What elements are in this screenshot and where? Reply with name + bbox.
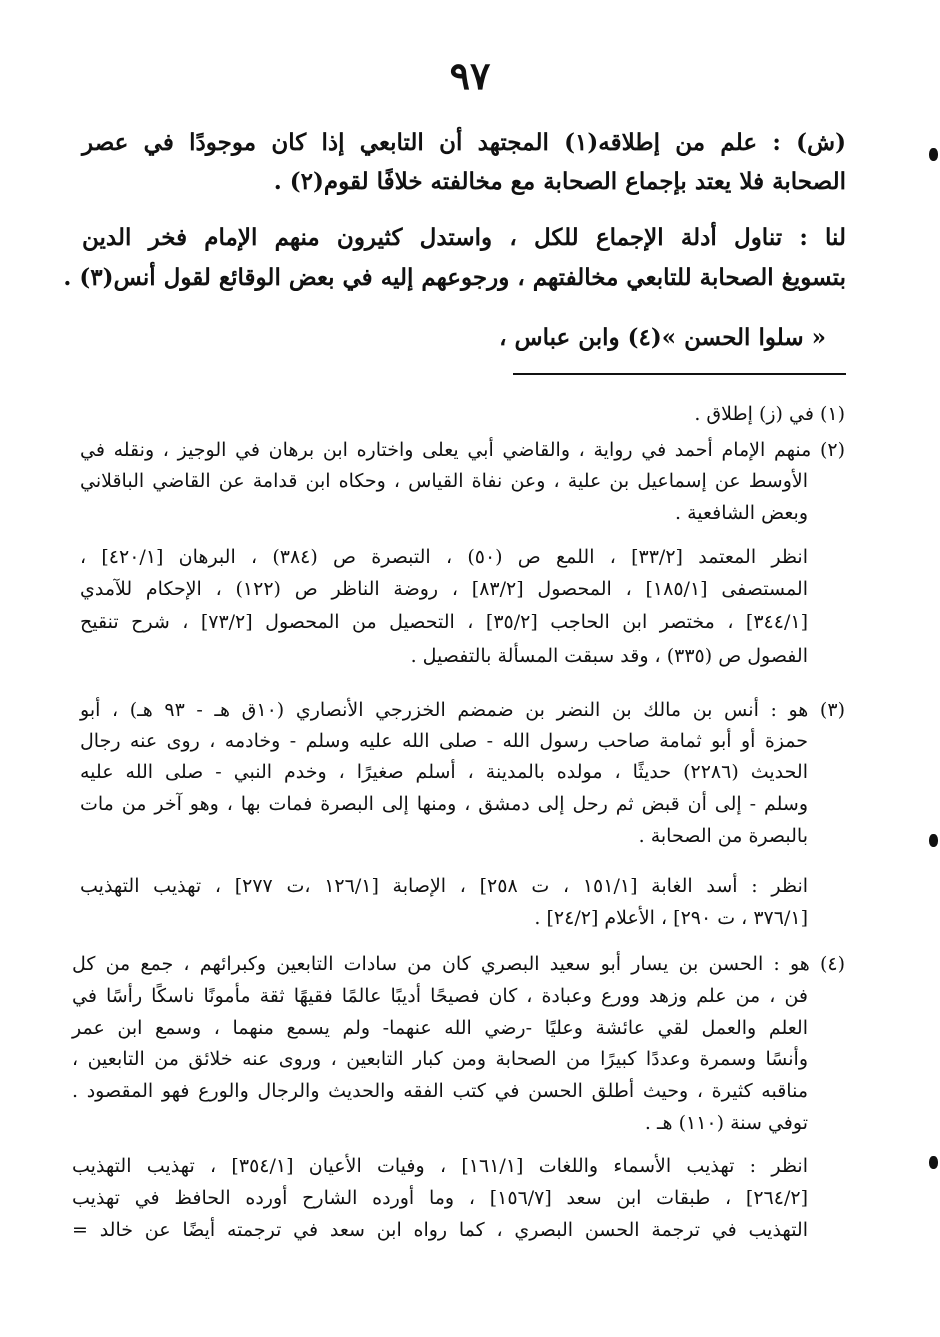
main-text-line: بتسويغ الصحابة للتابعي مخالفتهم ، ورجوعهم إليه في بعض الوقائع لقول أنس(٣) .: [63, 264, 846, 291]
main-text-line: (ش) : علم من إطلاقه(١) المجتهد أن التابعي إذا كان موجودًا في عصر: [82, 129, 846, 156]
footnote-line: الحديث (٢٢٨٦) حديثًا ، مولده بالمدينة ، أسلم صغيرًا ، وخدم النبي - صلى الله عليه: [80, 761, 808, 783]
footnote-line: حمزة أو أبو ثمامة صاحب رسول الله - صلى الله عليه وسلم - وخادمه ، روى عنه رجال: [80, 730, 808, 752]
footnote-line: [٢٦٤/٢] ، طبقات ابن سعد [١٥٦/٧] ، وما أورده الشارح أورده الحافظ في تهذيب: [72, 1187, 808, 1209]
footnote-line: مناقبه كثيرة ، وحيث أطلق الحسن في كتب الفقه والحديث والرجال والورع فهو المقصود .: [72, 1080, 808, 1102]
main-text-line: لنا : تناول أدلة الإجماع للكل ، واستدل كثيرون منهم الإمام فخر الدين: [82, 224, 846, 251]
footnote-line: وأنسًا وسمرة وعددًا كبيرًا من الصحابة ومن كبار التابعين ، وروى عنه خلائق من التابعين ،: [72, 1048, 808, 1070]
footnote-line: وبعض الشافعية .: [675, 502, 808, 524]
footnote-line: المستصفى [١٨٥/١] ، المحصول [٨٣/٢] ، روضة الناظر ص (١٢٢) ، الإحكام للآمدي: [80, 578, 808, 600]
scan-speck: [929, 148, 938, 161]
footnote-line: وسلم - إلى أن قبض ثم رحل إلى دمشق ، ومنها إلى البصرة فمات بها ، وهو آخر من مات: [80, 793, 808, 815]
footnote-line: فن ، من علم وزهد وورع وعبادة ، كان فصيحًا أديبًا عالمًا فقيهًا ثقة مأمونًا ناسكًا رأسًا في: [72, 985, 808, 1007]
main-text-line: « سلوا الحسن »(٤) وابن عباس ،: [499, 324, 826, 351]
footnote-line: توفي سنة (١١٠) هـ .: [644, 1112, 808, 1134]
scan-speck: [929, 834, 938, 847]
footnote-separator: [513, 373, 846, 375]
page-number: ٩٧: [449, 53, 491, 98]
footnote-line: الأوسط عن إسماعيل بن علية ، وعن نفاة القياس ، وحكاه ابن قدامة عن القاضي الباقلاني: [80, 470, 808, 492]
footnote-line: (٢) منهم الإمام أحمد في رواية ، والقاضي أبي يعلى واختاره ابن برهان في الوجيز ، ونقله في: [80, 439, 845, 461]
scan-speck: [929, 1156, 938, 1169]
footnote-line: (٣) هو : أنس بن مالك بن النضر بن ضمضم الخزرجي الأنصاري (١٠ق هـ - ٩٣ هـ) ، أبو: [80, 699, 845, 721]
footnote-line: (٤) هو : الحسن بن يسار أبو سعيد البصري كان من سادات التابعين وكبرائهم ، جمع من كل: [72, 953, 845, 975]
footnote-line: انظر : أسد الغابة [١٥١/١ ، ت ٢٥٨] ، الإصابة [١٢٦/١ ،ت ٢٧٧] ، تهذيب التهذيب: [80, 875, 809, 897]
footnote-line: [٣٧٦/١ ، ت ٢٩٠] ، الأعلام [٢٤/٢] .: [534, 907, 808, 929]
footnote-line: انظر : تهذيب الأسماء واللغات [١٦١/١] ، وفيات الأعيان [٣٥٤/١] ، تهذيب التهذيب: [72, 1155, 808, 1177]
footnote-line: [٣٤٤/١] ، مختصر ابن الحاجب [٣٥/٢] ، التحصيل من المحصول [٧٣/٢] ، شرح تنقيح: [80, 611, 808, 633]
footnote-line: (١) في (ز) إطلاق .: [694, 403, 845, 425]
footnote-line: العلم والعمل لقي عائشة وعليًا -رضي الله عنهما- ولم يسمع منهما ، وسمع ابن عمر: [72, 1017, 808, 1039]
main-text-line: الصحابة فلا يعتد بإجماع الصحابة مع مخالفته خلافًا لقوم(٢) .: [273, 168, 846, 195]
footnote-line: الفصول ص (٣٣٥) ، وقد سبقت المسألة بالتفصيل .: [410, 645, 808, 667]
footnote-line: بالبصرة من الصحابة .: [638, 825, 808, 847]
footnote-line: انظر المعتمد [٣٣/٢] ، اللمع ص (٥٠) ، التبصرة ص (٣٨٤) ، البرهان [٤٢٠/١] ،: [80, 546, 808, 568]
footnote-line: التهذيب في ترجمة الحسن البصري ، كما رواه ابن سعد في ترجمته أيضًا عن خالد =: [72, 1219, 808, 1241]
